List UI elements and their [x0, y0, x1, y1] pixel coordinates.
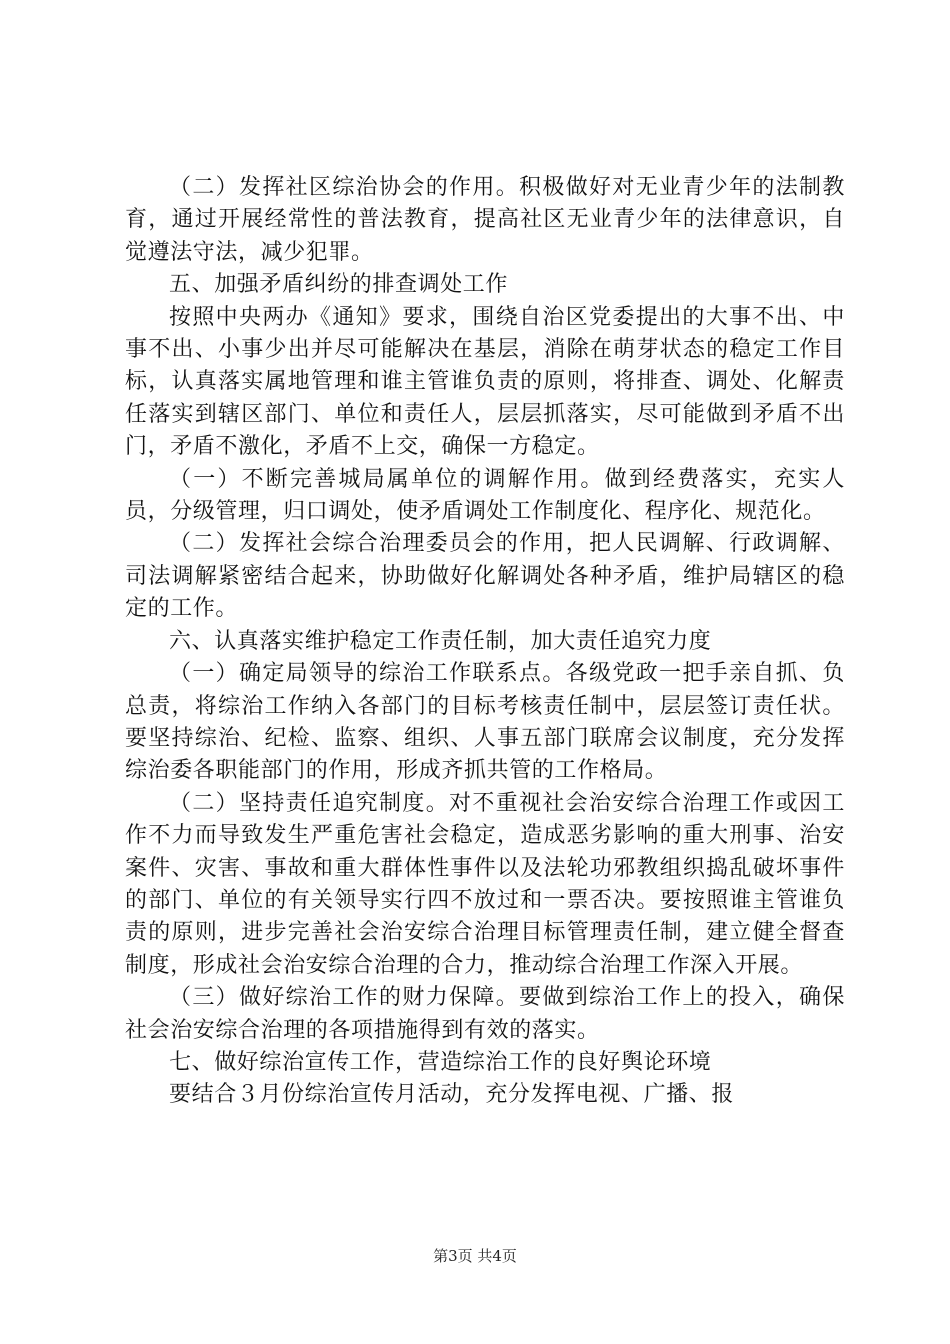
section-heading-seven: 七、做好综治宣传工作，营造综治工作的良好舆论环境 [169, 1049, 712, 1075]
section-heading-six: 六、认真落实维护稳定工作责任制，加大责任追究力度 [169, 628, 712, 654]
section-heading-five: 五、加强矛盾纠纷的排查调处工作 [169, 272, 509, 298]
paragraph-mediation-role: （一）不断完善城局属单位的调解作用。做到经费落实，充实人员，分级管理，归口调处，使矛盾调处工作制度化、程序化、规范化。 [125, 466, 845, 525]
paragraph-financial-support: （三）做好综治工作的财力保障。要做到综治工作上的投入，确保社会治安综合治理的各项措施得到有效的落实。 [125, 985, 845, 1043]
paragraph-accountability: （二）坚持责任追究制度。对不重视社会治安综合治理工作或因工作不力而导致发生严重危害社会稳定，造成恶劣影响的重大刑事、治安案件、灾害、事故和重大群体性事件以及法轮功邪教组织捣乱破坏事件的部门、单位的有关领导实行四不放过和一票否决。要按照谁主管谁负责的原则，进步完善社会治安综合治理目标管理责任制，建立健全督查制度，形成社会治安综合治理的合力，推动综合治理工作深入开展。 [125, 790, 845, 978]
paragraph-committee-role: （二）发挥社会综合治理委员会的作用，把人民调解、行政调解、司法调解紧密结合起来，协助做好化解调处各种矛盾，维护局辖区的稳定的工作。 [125, 531, 845, 622]
document-body [125, 172, 845, 1112]
paragraph-publicity-month: 要结合３月份综治宣传月活动，充分发挥电视、广播、报 [169, 1082, 735, 1108]
paragraph-contact-points: （一）确定局领导的综治工作联系点。各级党政一把手亲自抓、负总责，将综治工作纳入各部门的目标考核责任制中，层层签订责任状。要坚持综治、纪检、监察、组织、人事五部门联席会议制度，充分发挥综治委各职能部门的作用，形成齐抓共管的工作格局。 [125, 661, 845, 784]
paragraph-community-association: （二）发挥社区综治协会的作用。积极做好对无业青少年的法制教育，通过开展经常性的普法教育，提高社区无业青少年的法律意识，自觉遵法守法，减少犯罪。 [125, 175, 845, 265]
page-footer: 第3页 共4页 [433, 1247, 517, 1265]
paragraph-central-notice: 按照中央两办《通知》要求，围绕自治区党委提出的大事不出、中事不出、小事少出并尽可能解决在基层，消除在萌芽状态的稳定工作目标，认真落实属地管理和谁主管谁负责的原则，将排查、调处、化解责任落实到辖区部门、单位和责任人，层层抓落实，尽可能做到矛盾不出门，矛盾不激化，矛盾不上交，确保一方稳定。 [125, 304, 845, 460]
